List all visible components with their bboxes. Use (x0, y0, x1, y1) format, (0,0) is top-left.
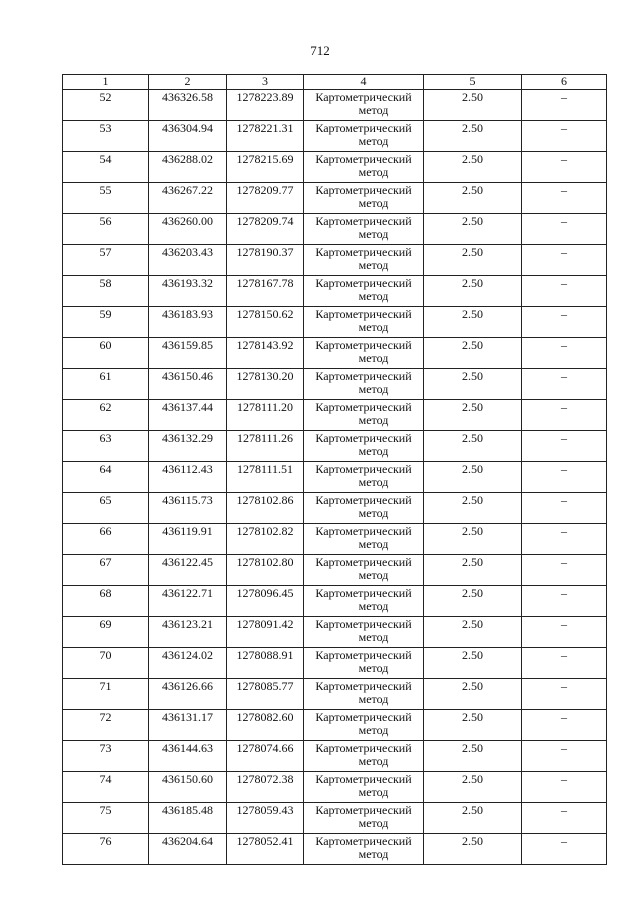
x-coordinate-cell: 436137.44 (149, 400, 227, 431)
table-row (63, 431, 607, 462)
y-coordinate-cell: 1278215.69 (227, 152, 304, 183)
point-number-cell: 54 (63, 152, 149, 183)
y-coordinate-cell: 1278091.42 (227, 617, 304, 648)
method-cell (304, 772, 424, 803)
method-label-line2: метод (358, 630, 389, 644)
point-number-cell: 55 (63, 183, 149, 214)
method-label-line2: метод (358, 475, 389, 489)
method-label-line1: Картометрический (315, 462, 412, 476)
accuracy-cell: 2.50 (424, 183, 522, 214)
note-cell: – (522, 431, 607, 462)
method-cell (304, 214, 424, 245)
table-row (63, 586, 607, 617)
method-label-line1: Картометрический (315, 524, 412, 538)
method-cell (304, 431, 424, 462)
method-cell (304, 555, 424, 586)
method-label-line2: метод (358, 196, 389, 210)
accuracy-cell: 2.50 (424, 307, 522, 338)
method-label-line1: Картометрический (315, 276, 412, 290)
note-cell: – (522, 307, 607, 338)
table-row (63, 772, 607, 803)
note-cell: – (522, 338, 607, 369)
accuracy-cell: 2.50 (424, 121, 522, 152)
y-coordinate-cell: 1278111.51 (227, 462, 304, 493)
method-label-line2: метод (358, 568, 389, 582)
y-coordinate-cell: 1278221.31 (227, 121, 304, 152)
accuracy-cell: 2.50 (424, 493, 522, 524)
point-number-cell: 71 (63, 679, 149, 710)
note-cell: – (522, 710, 607, 741)
x-coordinate-cell: 436326.58 (149, 90, 227, 121)
note-cell: – (522, 617, 607, 648)
y-coordinate-cell: 1278074.66 (227, 741, 304, 772)
method-cell (304, 245, 424, 276)
method-label-line2: метод (358, 165, 389, 179)
accuracy-cell: 2.50 (424, 90, 522, 121)
table-row (63, 152, 607, 183)
x-coordinate-cell: 436144.63 (149, 741, 227, 772)
method-label-line1: Картометрический (315, 648, 412, 662)
header-col-1: 1 (63, 75, 149, 90)
method-label-line1: Картометрический (315, 369, 412, 383)
y-coordinate-cell: 1278102.86 (227, 493, 304, 524)
point-number-cell: 76 (63, 834, 149, 865)
table-row (63, 121, 607, 152)
method-cell (304, 369, 424, 400)
point-number-cell: 72 (63, 710, 149, 741)
point-number-cell: 56 (63, 214, 149, 245)
table-row (63, 741, 607, 772)
y-coordinate-cell: 1278190.37 (227, 245, 304, 276)
note-cell: – (522, 834, 607, 865)
table-row (63, 834, 607, 865)
table-header (63, 75, 607, 90)
note-cell: – (522, 555, 607, 586)
note-cell: – (522, 276, 607, 307)
x-coordinate-cell: 436203.43 (149, 245, 227, 276)
point-number-cell: 60 (63, 338, 149, 369)
y-coordinate-cell: 1278072.38 (227, 772, 304, 803)
method-cell (304, 276, 424, 307)
note-cell: – (522, 462, 607, 493)
point-number-cell: 70 (63, 648, 149, 679)
table-row (63, 648, 607, 679)
method-label-line1: Картометрический (315, 679, 412, 693)
x-coordinate-cell: 436185.48 (149, 803, 227, 834)
method-label-line1: Картометрический (315, 493, 412, 507)
note-cell: – (522, 741, 607, 772)
table-row (63, 617, 607, 648)
x-coordinate-cell: 436267.22 (149, 183, 227, 214)
table-row (63, 400, 607, 431)
table-row (63, 338, 607, 369)
method-label-line1: Картометрический (315, 338, 412, 352)
point-number-cell: 69 (63, 617, 149, 648)
method-label-line2: метод (358, 692, 389, 706)
method-label-line1: Картометрический (315, 307, 412, 321)
note-cell: – (522, 493, 607, 524)
point-number-cell: 66 (63, 524, 149, 555)
page-number: 712 (310, 43, 330, 58)
header-col-5: 5 (424, 75, 522, 90)
method-label-line1: Картометрический (315, 710, 412, 724)
method-cell (304, 493, 424, 524)
method-cell (304, 741, 424, 772)
method-cell (304, 152, 424, 183)
accuracy-cell: 2.50 (424, 772, 522, 803)
table-row (63, 245, 607, 276)
method-label-line1: Картометрический (315, 214, 412, 228)
method-label-line2: метод (358, 258, 389, 272)
method-label-line1: Картометрический (315, 400, 412, 414)
x-coordinate-cell: 436132.29 (149, 431, 227, 462)
table-body (63, 90, 607, 865)
accuracy-cell: 2.50 (424, 338, 522, 369)
method-label-line2: метод (358, 413, 389, 427)
method-label-line2: метод (358, 754, 389, 768)
method-cell (304, 648, 424, 679)
y-coordinate-cell: 1278111.20 (227, 400, 304, 431)
point-number-cell: 63 (63, 431, 149, 462)
point-number-cell: 53 (63, 121, 149, 152)
y-coordinate-cell: 1278143.92 (227, 338, 304, 369)
accuracy-cell: 2.50 (424, 834, 522, 865)
method-cell (304, 400, 424, 431)
method-label-line1: Картометрический (315, 617, 412, 631)
x-coordinate-cell: 436150.60 (149, 772, 227, 803)
method-cell (304, 338, 424, 369)
accuracy-cell: 2.50 (424, 400, 522, 431)
method-label-line2: метод (358, 847, 389, 861)
point-number-cell: 68 (63, 586, 149, 617)
point-number-cell: 75 (63, 803, 149, 834)
method-label-line1: Картометрический (315, 834, 412, 848)
note-cell: – (522, 648, 607, 679)
table-row (63, 90, 607, 121)
method-label-line1: Картометрический (315, 431, 412, 445)
accuracy-cell: 2.50 (424, 617, 522, 648)
point-number-cell: 62 (63, 400, 149, 431)
method-cell (304, 617, 424, 648)
table-row (63, 679, 607, 710)
accuracy-cell: 2.50 (424, 431, 522, 462)
accuracy-cell: 2.50 (424, 679, 522, 710)
method-label-line1: Картометрический (315, 245, 412, 259)
method-label-line1: Картометрический (315, 121, 412, 135)
coordinates-table (62, 74, 607, 865)
y-coordinate-cell: 1278223.89 (227, 90, 304, 121)
y-coordinate-cell: 1278150.62 (227, 307, 304, 338)
header-col-4: 4 (304, 75, 424, 90)
point-number-cell: 57 (63, 245, 149, 276)
method-label-line1: Картометрический (315, 741, 412, 755)
accuracy-cell: 2.50 (424, 710, 522, 741)
note-cell: – (522, 679, 607, 710)
x-coordinate-cell: 436115.73 (149, 493, 227, 524)
y-coordinate-cell: 1278209.77 (227, 183, 304, 214)
method-label-line2: метод (358, 351, 389, 365)
method-label-line2: метод (358, 382, 389, 396)
table-row (63, 369, 607, 400)
accuracy-cell: 2.50 (424, 803, 522, 834)
table-row (63, 524, 607, 555)
method-label-line1: Картометрический (315, 183, 412, 197)
x-coordinate-cell: 436204.64 (149, 834, 227, 865)
accuracy-cell: 2.50 (424, 245, 522, 276)
method-label-line2: метод (358, 537, 389, 551)
accuracy-cell: 2.50 (424, 369, 522, 400)
table-row (63, 276, 607, 307)
header-row (63, 75, 607, 90)
x-coordinate-cell: 436126.66 (149, 679, 227, 710)
method-label-line2: метод (358, 506, 389, 520)
method-label-line2: метод (358, 227, 389, 241)
method-cell (304, 679, 424, 710)
x-coordinate-cell: 436288.02 (149, 152, 227, 183)
accuracy-cell: 2.50 (424, 276, 522, 307)
y-coordinate-cell: 1278059.43 (227, 803, 304, 834)
note-cell: – (522, 183, 607, 214)
method-cell (304, 121, 424, 152)
method-label-line2: метод (358, 103, 389, 117)
header-col-6: 6 (522, 75, 607, 90)
method-label-line1: Картометрический (315, 803, 412, 817)
note-cell: – (522, 586, 607, 617)
method-cell (304, 834, 424, 865)
method-label-line2: метод (358, 134, 389, 148)
y-coordinate-cell: 1278130.20 (227, 369, 304, 400)
method-label-line2: метод (358, 785, 389, 799)
point-number-cell: 59 (63, 307, 149, 338)
x-coordinate-cell: 436150.46 (149, 369, 227, 400)
method-label-line1: Картометрический (315, 555, 412, 569)
method-label-line2: метод (358, 816, 389, 830)
accuracy-cell: 2.50 (424, 462, 522, 493)
method-label-line2: метод (358, 723, 389, 737)
point-number-cell: 58 (63, 276, 149, 307)
table-row (63, 462, 607, 493)
method-label-line2: метод (358, 661, 389, 675)
table-row (63, 555, 607, 586)
accuracy-cell: 2.50 (424, 152, 522, 183)
note-cell: – (522, 524, 607, 555)
method-label-line2: метод (358, 289, 389, 303)
point-number-cell: 73 (63, 741, 149, 772)
method-label-line1: Картометрический (315, 90, 412, 104)
method-label-line1: Картометрический (315, 772, 412, 786)
method-cell (304, 710, 424, 741)
point-number-cell: 67 (63, 555, 149, 586)
y-coordinate-cell: 1278052.41 (227, 834, 304, 865)
header-col-3: 3 (227, 75, 304, 90)
x-coordinate-cell: 436122.71 (149, 586, 227, 617)
table-row (63, 803, 607, 834)
note-cell: – (522, 803, 607, 834)
note-cell: – (522, 214, 607, 245)
method-cell (304, 90, 424, 121)
y-coordinate-cell: 1278111.26 (227, 431, 304, 462)
method-label-line1: Картометрический (315, 586, 412, 600)
y-coordinate-cell: 1278167.78 (227, 276, 304, 307)
table-row (63, 183, 607, 214)
method-label-line1: Картометрический (315, 152, 412, 166)
note-cell: – (522, 369, 607, 400)
x-coordinate-cell: 436122.45 (149, 555, 227, 586)
method-cell (304, 524, 424, 555)
note-cell: – (522, 152, 607, 183)
x-coordinate-cell: 436131.17 (149, 710, 227, 741)
x-coordinate-cell: 436183.93 (149, 307, 227, 338)
point-number-cell: 65 (63, 493, 149, 524)
y-coordinate-cell: 1278082.60 (227, 710, 304, 741)
note-cell: – (522, 121, 607, 152)
note-cell: – (522, 772, 607, 803)
table-row (63, 307, 607, 338)
accuracy-cell: 2.50 (424, 214, 522, 245)
note-cell: – (522, 245, 607, 276)
method-cell (304, 586, 424, 617)
accuracy-cell: 2.50 (424, 648, 522, 679)
method-label-line2: метод (358, 320, 389, 334)
x-coordinate-cell: 436159.85 (149, 338, 227, 369)
method-cell (304, 803, 424, 834)
y-coordinate-cell: 1278209.74 (227, 214, 304, 245)
table-row (63, 710, 607, 741)
accuracy-cell: 2.50 (424, 524, 522, 555)
point-number-cell: 61 (63, 369, 149, 400)
x-coordinate-cell: 436119.91 (149, 524, 227, 555)
method-label-line2: метод (358, 599, 389, 613)
y-coordinate-cell: 1278088.91 (227, 648, 304, 679)
accuracy-cell: 2.50 (424, 555, 522, 586)
header-col-2: 2 (149, 75, 227, 90)
x-coordinate-cell: 436193.32 (149, 276, 227, 307)
x-coordinate-cell: 436112.43 (149, 462, 227, 493)
x-coordinate-cell: 436260.00 (149, 214, 227, 245)
method-label-line2: метод (358, 444, 389, 458)
method-cell (304, 183, 424, 214)
note-cell: – (522, 90, 607, 121)
accuracy-cell: 2.50 (424, 741, 522, 772)
table-row (63, 214, 607, 245)
y-coordinate-cell: 1278085.77 (227, 679, 304, 710)
x-coordinate-cell: 436304.94 (149, 121, 227, 152)
point-number-cell: 52 (63, 90, 149, 121)
y-coordinate-cell: 1278096.45 (227, 586, 304, 617)
accuracy-cell: 2.50 (424, 586, 522, 617)
point-number-cell: 74 (63, 772, 149, 803)
x-coordinate-cell: 436123.21 (149, 617, 227, 648)
y-coordinate-cell: 1278102.82 (227, 524, 304, 555)
y-coordinate-cell: 1278102.80 (227, 555, 304, 586)
method-cell (304, 462, 424, 493)
method-cell (304, 307, 424, 338)
note-cell: – (522, 400, 607, 431)
x-coordinate-cell: 436124.02 (149, 648, 227, 679)
point-number-cell: 64 (63, 462, 149, 493)
table-row (63, 493, 607, 524)
